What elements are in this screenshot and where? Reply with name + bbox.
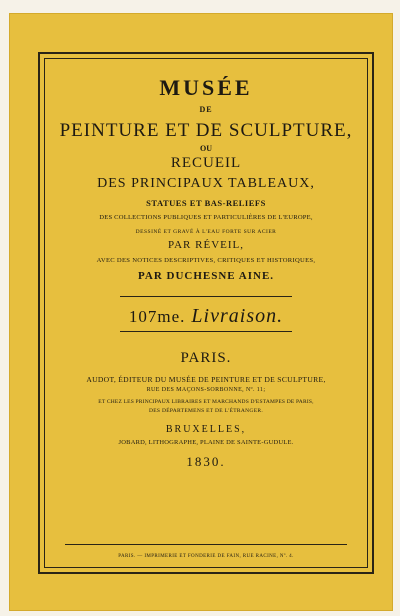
secondary-city: BRUXELLES, — [165, 424, 247, 435]
footer-rule — [65, 544, 347, 545]
booksellers-line: ET CHEZ LES PRINCIPAUX LIBRAIRES ET MARCHANDS D'ESTAMPES DE PARIS, — [98, 399, 314, 405]
livraison-rule-bottom — [120, 331, 292, 332]
issue-number: 107me. — [128, 307, 186, 326]
title-peinture: PEINTURE ET DE SCULPTURE, — [59, 120, 353, 141]
subtitle-statues: STATUES ET BAS-RELIEFS — [146, 198, 266, 208]
inner-border-frame — [44, 58, 368, 568]
book-cover — [10, 14, 392, 610]
issue-word: Livraison. — [191, 305, 284, 327]
publisher-line: AUDOT, ÉDITEUR DU MUSÉE DE PEINTURE ET DE SCULPTURE, — [86, 375, 326, 384]
cover-text-block — [51, 73, 361, 470]
author-name: PAR DUCHESNE AINE. — [137, 270, 275, 282]
livraison-rule-top — [120, 296, 292, 297]
printer-line: PARIS. — IMPRIMERIE ET FONDERIE DE FAIN, RUE RACINE, Nº. 4. — [118, 554, 294, 559]
publication-year: 1830. — [186, 454, 226, 469]
outer-border-frame — [38, 52, 374, 574]
issue-label — [51, 305, 361, 331]
notices-line: AVEC DES NOTICES DESCRIPTIVES, CRITIQUES ET HISTORIQUES, — [96, 257, 316, 264]
title-musee: MUSÉE — [159, 75, 253, 100]
departments-line: DES DÉPARTEMENS ET DE L'ÉTRANGER. — [149, 408, 263, 414]
publisher-address: RUE DES MAÇONS-SORBONNE, Nº. 11; — [146, 387, 266, 393]
subtitle-collections: DES COLLECTIONS PUBLIQUES ET PARTICULIÈRES DE L'EUROPE, — [99, 214, 313, 221]
imprint-city: PARIS. — [180, 350, 232, 366]
engraver-name: PAR RÉVEIL, — [168, 239, 244, 251]
title-recueil: RECUEIL — [170, 155, 242, 171]
secondary-publisher: JOBARD, LITHOGRAPHE, PLAINE DE SAINTE-GUDULE. — [118, 439, 294, 446]
title-de: DE — [199, 105, 213, 114]
title-ou: OU — [200, 144, 212, 153]
title-principaux-tableaux: DES PRINCIPAUX TABLEAUX, — [97, 176, 315, 191]
engraving-note: DESSINÉ ET GRAVÉ À L'EAU FORTE SUR ACIER — [135, 229, 277, 235]
